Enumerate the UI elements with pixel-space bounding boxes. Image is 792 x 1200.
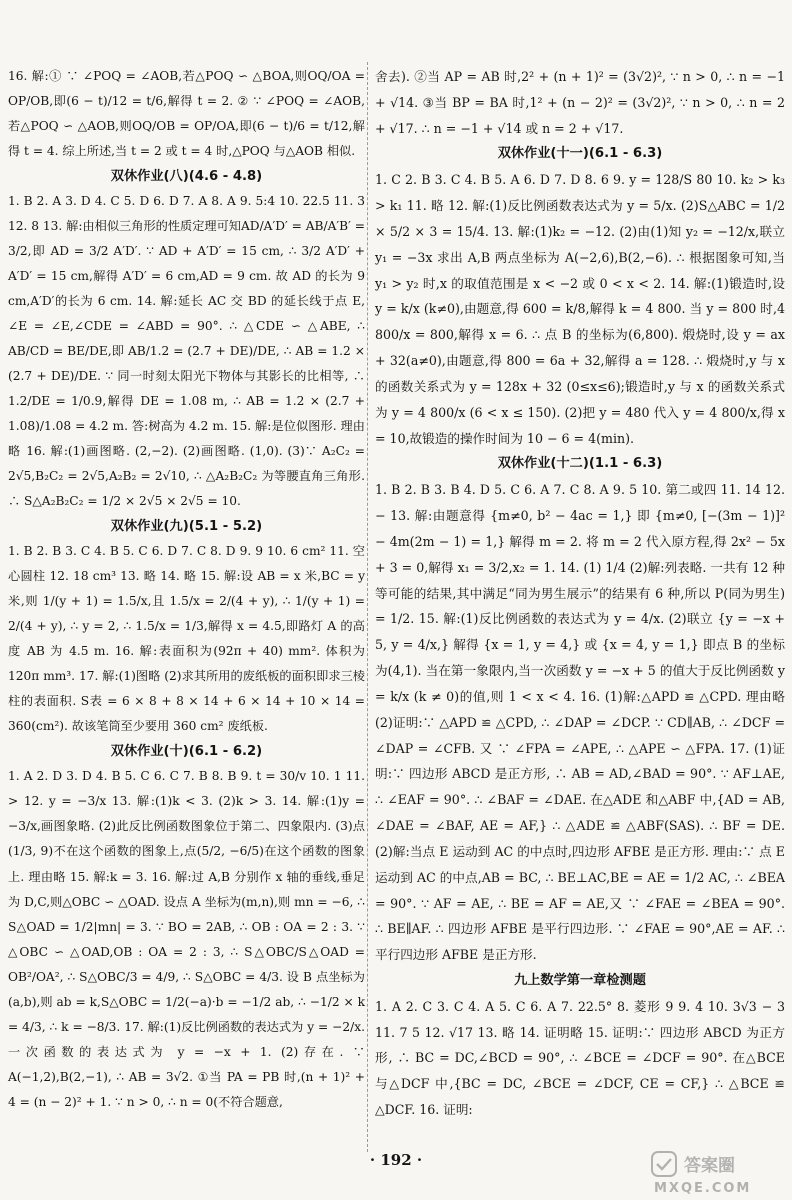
section-chapter-1-test-heading: 九上数学第一章检测题 xyxy=(514,972,646,988)
watermark-title: 答案圈 xyxy=(684,1156,735,1176)
section-9-heading: 双休作业(九)(5.1 - 5.2) xyxy=(110,519,263,535)
section-12-heading: 双休作业(十二)(1.1 - 6.3) xyxy=(497,456,663,472)
page-number: · 192 · xyxy=(369,1151,423,1169)
watermark-logo xyxy=(644,1150,782,1196)
answers-9-text: 1. B 2. B 3. C 4. B 5. C 6. D 7. C 8. D 9. 9 10. 6 cm² 11. 空心圆柱 12. 18 cm³ 13. 略 14. 略 15. 解:设 AB = x 米,BC = y 米,则 1/(y + 1) = 1.5/x,且 1.5/x = 2/(4 + y), ∴ 1/(y + 1) = 2/(4 + y), ∴ y = 2, ∴ 1.5/x = 1/3,解得 x = 4.5,即路灯 A 的高度 AB 为 4.5 m. 16. 解:表面积为(92π + 40) mm². 体积为 120π mm³. 17. 解:(1)图略 (2)求其所用的废纸板的面积即求三棱柱的表面积. S表 = 6 × 8 + 8 × 14 + 6 × 14 + 10 × 14 = 360(cm²). 故该笔筒至少要用 360 cm² 废纸板. xyxy=(8,544,365,734)
answers-12-text: 1. B 2. B 3. B 4. D 5. C 6. A 7. C 8. A 9. 5 10. 第二或四 11. 14 12. − 13. 解:由题意得 {m≠0, b² − 4ac = 1,} 即 {m≠0, [−(3m − 1)]² − 4m(2m − 1) = 1,} 解得 m = 2. 将 m = 2 代入原方程,得 2x² − 5x + 3 = 0,解得 x₁ = 3/2,x₂ = 1. 14. (1) 1/4 (2)解:列表略. 一共有 12 种等可能的结果,其中满足“同为男生展示”的结果有 6 种,所以 P(同为男生) = 1/2. 15. 解:(1)反比例函数的表达式为 y = 4/x. (2)联立 {y = −x + 5, y = 4/x,} 解得 {x = 1, y = 4,} 或 {x = 4, y = 1,} 即点 B 的坐标为(4,1). 当在第一象限内,当一次函数 y = −x + 5 的值大于反比例函数 y = k/x (k ≠ 0)的值,则 1 < x < 4. 16. (1)解:△APD ≌ △CPD. 理由略 (2)证明:∵ △APD ≌ △CPD, ∴ ∠DAP = ∠DCP. ∵ CD∥AB, ∴ ∠DCF = ∠DAP = ∠CFB. 又 ∵ ∠FPA = ∠APE, ∴ △APE ∽ △FPA. 17. (1)证明:∵ 四边形 ABCD 是正方形, ∴ AB = AD,∠BAD = 90°. ∵ AF⊥AE, ∴ ∠EAF = 90°. ∴ ∠BAF = ∠DAE. 在△ADE 和△ABF 中,{AD = AB, ∠DAE = ∠BAF, AE = AF,} ∴ △ADE ≌ △ABF(SAS). ∴ BF = DE. (2)解:当点 E 运动到 AC 的中点时,四边形 AFBE 是正方形. 理由:∵ 点 E 运动到 AC 的中点,AB = BC, ∴ BE⊥AC,BE = AE = 1/2 AC, ∴ ∠BEA = 90°. ∵ AF = AE, ∴ BE = AF = AE,又 ∵ ∠FAE = ∠BEA = 90°. ∴ BE∥AF. ∴ 四边形 AFBE 是平行四边形. ∵ ∠FAE = 90°,AE = AF. ∴ 平行四边形 AFBE 是正方形. xyxy=(375,482,785,963)
answer-16-poq-text: 16. 解:① ∵ ∠POQ = ∠AOB,若△POQ ∽ △BOA,则OQ/OA = OP/OB,即(6 − t)/12 = t/6,解得 t = 2. ② ∵ ∠POQ = ∠AOB,若△POQ ∽ △AOB,则OQ/OB = OP/OA,即(6 − t)/6 = t/12,解得 t = 4. 综上所述,当 t = 2 或 t = 4 时,△POQ 与△AOB 相似. xyxy=(8,69,365,159)
answer-17-continued-text: 舍去). ②当 AP = AB 时,2² + (n + 1)² = (3√2)², ∵ n > 0, ∴ n = −1 + √14. ③当 BP = BA 时,1² + (n − 2)² = (3√2)², ∵ n > 0, ∴ n = 2 + √17. ∴ n = −1 + √14 或 n = 2 + √17. xyxy=(375,69,785,136)
section-10-heading: 双休作业(十)(6.1 - 6.2) xyxy=(110,744,263,760)
watermark-graphic xyxy=(644,1150,782,1196)
right-column xyxy=(375,64,785,1123)
section-11-heading: 双休作业(十一)(6.1 - 6.3) xyxy=(497,146,663,162)
column-divider xyxy=(367,62,368,1152)
answers-chapter-1-text: 1. A 2. C 3. C 4. A 5. C 6. A 7. 22.5° 8. 菱形 9 9. 4 10. 3√3 − 3 11. 7 5 12. √17 13. 略 14. 证明略 15. 证明:∵ 四边形 ABCD 为正方形, ∴ BC = DC,∠BCD = 90°, ∴ ∠BCE = ∠DCF = 90°. 在△BCE 与△DCF 中,{BC = DC, ∠BCE = ∠DCF, CE = CF,} ∴ △BCE ≌ △DCF. 16. 证明: xyxy=(375,998,785,1118)
section-8-heading: 双休作业(八)(4.6 - 4.8) xyxy=(110,169,263,185)
answers-10-text: 1. A 2. D 3. D 4. B 5. C 6. C 7. B 8. B 9. t = 30/v 10. 1 11. > 12. y = −3/x 13. 解:(1)k < 3. (2)k > 3. 14. 解:(1)y = −3/x,画图象略. (2)此反比例函数图象位于第二、四象限内. (3)点(1/3, 9)不在这个函数的图象上,点(5/2, −6/5)在这个函数的图象上. 理由略 15. 解:k = 3. 16. 解:过 A,B 分别作 x 轴的垂线,垂足为 D,C,则△OBC ∽ △OAD. 设点 A 坐标为(m,n),则 mn = −6, ∴ S△OAD = 1/2|mn| = 3. ∵ BO = 2AB, ∴ OB : OA = 2 : 3. ∵ △OBC ∽ △OAD,OB : OA = 2 : 3, ∴ S△OBC/S△OAD = OB²/OA², ∴ S△OBC/3 = 4/9, ∴ S△OBC = 4/3. 设 B 点坐标为(a,b),则 ab = k,S△OBC = 1/2(−a)·b = −1/2 ab, ∴ −1/2 × k = 4/3, ∴ k = −8/3. 17. 解:(1)反比例函数的表达式为 y = −2/x. 一次函数的表达式为 y = −x + 1. (2)存在. ∵ A(−1,2),B(2,−1), ∴ AB = 3√2. ①当 PA = PB 时,(n + 1)² + 4 = (n − 2)² + 1. ∵ n > 0, ∴ n = 0(不符合题意, xyxy=(8,769,365,1109)
left-column xyxy=(8,64,365,1115)
answers-11-text: 1. C 2. B 3. C 4. B 5. A 6. D 7. D 8. 6 9. y = 128/S 80 10. k₂ > k₃ > k₁ 11. 略 12. 解:(1)反比例函数表达式为 y = 5/x. (2)S△ABC = 1/2 × 5/2 × 3 = 15/4. 13. 解:(1)k₂ = −12. (2)由(1)知 y₂ = −12/x,联立 y₁ = −3x 求出 A,B 两点坐标为 A(−2,6),B(2,−6). ∴ 根据图象可知,当 y₁ > y₂ 时,x 的取值范围是 x < −2 或 0 < x < 2. 14. 解:(1)锻造时,设 y = k/x (k≠0),由题意,得 600 = k/8,解得 k = 4 800. 当 y = 800 时,4 800/x = 800,解得 x = 6. ∴ 点 B 的坐标为(6,800). 煅烧时,设 y = ax + 32(a≠0),由题意,得 800 = 6a + 32,解得 a = 128. ∴ 煅烧时,y 与 x 的函数关系式为 y = 128x + 32 (0≤x≤6);锻造时,y 与 x 的函数关系式为 y = 4 800/x (6 < x ≤ 150). (2)把 y = 480 代入 y = 4 800/x,得 x = 10,故锻造的操作时间为 10 − 6 = 4(min). xyxy=(375,172,785,446)
answers-8-text: 1. B 2. A 3. D 4. C 5. D 6. D 7. A 8. A 9. 5:4 10. 22.5 11. 3 12. 8 13. 解:由相似三角形的性质定理可知AD/A′D′ = AB/A′B′ = 3/2,即 AD = 3/2 A′D′. ∵ AD + A′D′ = 15 cm, ∴ 3/2 A′D′ + A′D′ = 15 cm,解得 A′D′ = 6 cm,AD = 9 cm. 故 AD 的长为 9 cm,A′D′的长为 6 cm. 14. 解:延长 AC 交 BD 的延长线于点 E, ∠E = ∠E,∠CDE = ∠ABD = 90°. ∴ △CDE ∽ △ABE, ∴ AB/CD = BE/DE,即 AB/1.2 = (2.7 + DE)/DE, ∴ AB = 1.2 × (2.7 + DE)/DE. ∵ 同一时刻太阳光下物体与其影长的比相等, ∴ 1.2/DE = 1/0.9,解得 DE = 1.08 m, ∴ AB = 1.2 × (2.7 + 1.08)/1.08 = 4.2 m. 答:树高为 4.2 m. 15. 解:是位似图形. 理由略 16. 解:(1)画图略. (2,−2). (2)画图略. (1,0). (3)∵ A₂C₂ = 2√5,B₂C₂ = 2√5,A₂B₂ = 2√10, ∴ △A₂B₂C₂ 为等腰直角三角形. ∴ S△A₂B₂C₂ = 1/2 × 2√5 × 2√5 = 10. xyxy=(8,194,365,509)
watermark-url: MXQE.COM xyxy=(654,1181,752,1196)
